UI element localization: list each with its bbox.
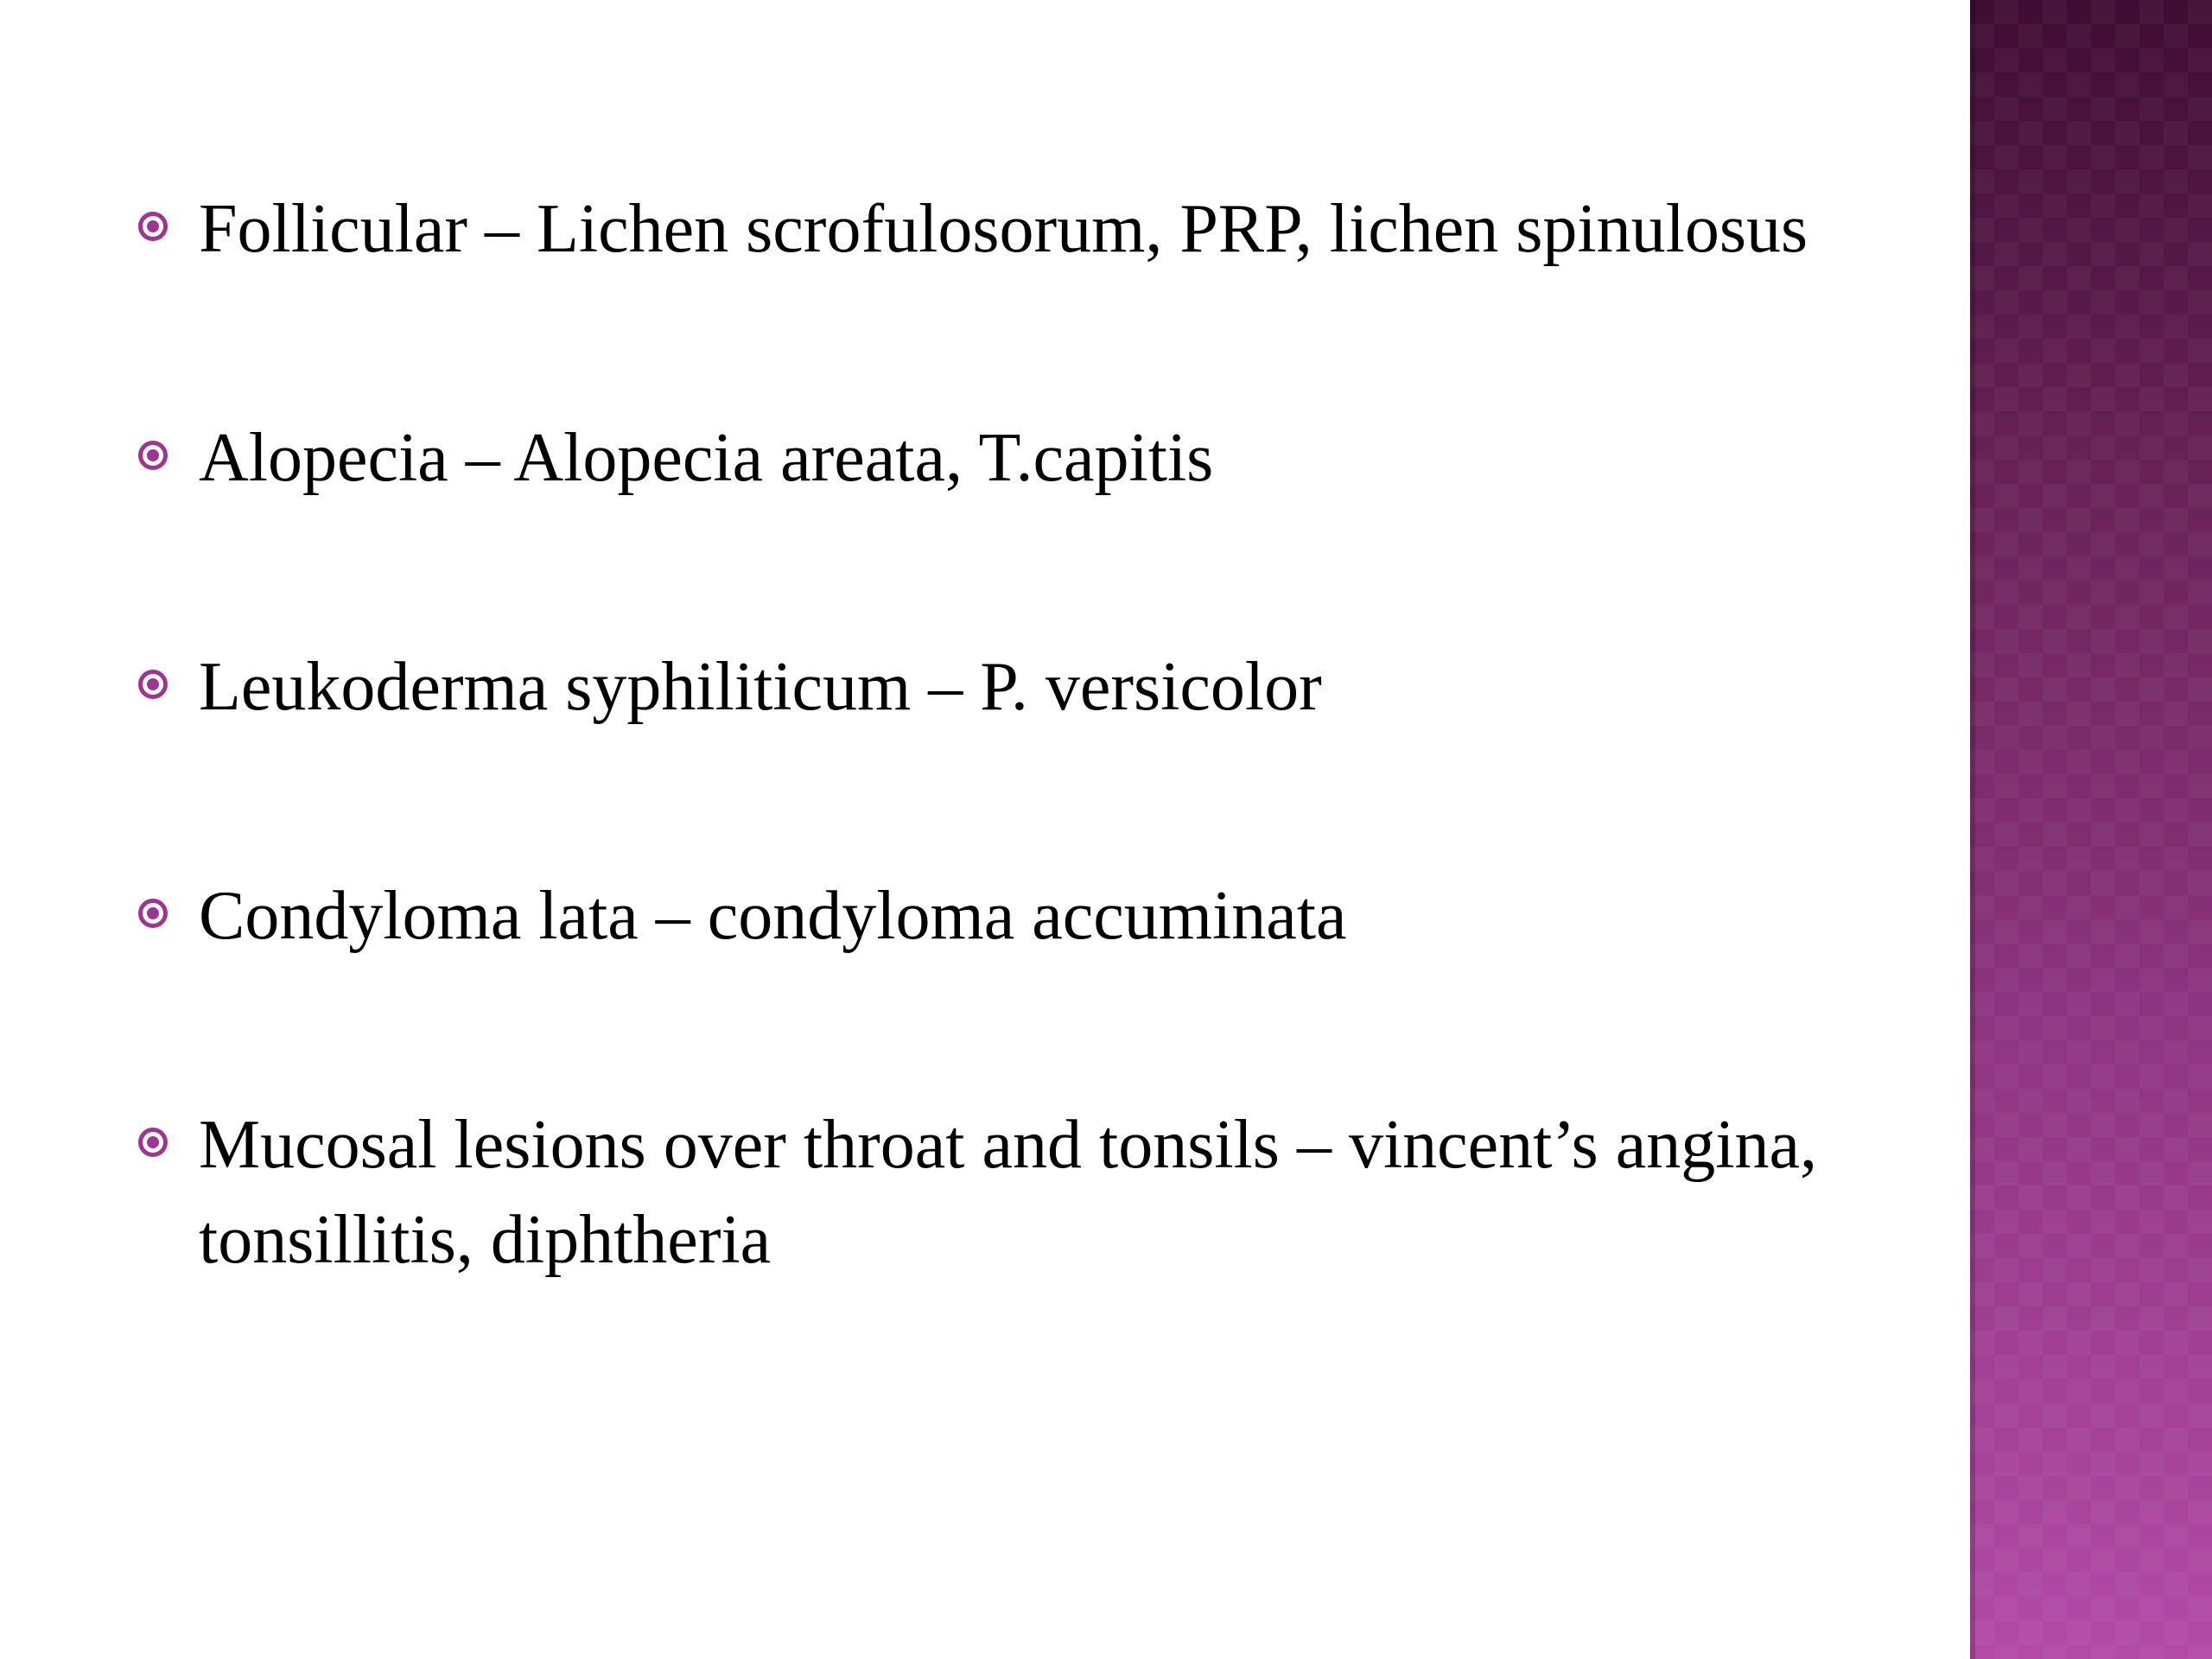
bullet-text: Leukoderma syphiliticum – P. versicolor [199,649,1322,725]
bullet-text: Follicular – Lichen scrofulosorum, PRP, lichen spinulosus [199,191,1808,267]
bullet-list [130,181,1927,1287]
bullet-item [130,410,1927,505]
circled-dot-bullet-icon [138,441,168,470]
bullet-item [130,639,1927,734]
bullet-text: Mucosal lesions over throat and tonsils – vincent’s angina, tonsillitis, diphtheria [199,1107,1818,1278]
circled-dot-bullet-icon [138,1128,168,1157]
circled-dot-bullet-icon [138,212,168,241]
bullet-item [130,868,1927,963]
circled-dot-bullet-icon [138,670,168,699]
bullet-item [130,181,1927,276]
bullet-text: Alopecia – Alopecia areata, T.capitis [199,420,1214,496]
decorative-side-band [1970,0,2212,1659]
bullet-text: Condyloma lata – condyloma accuminata [199,878,1347,954]
bullet-item [130,1097,1927,1287]
circled-dot-bullet-icon [138,899,168,928]
